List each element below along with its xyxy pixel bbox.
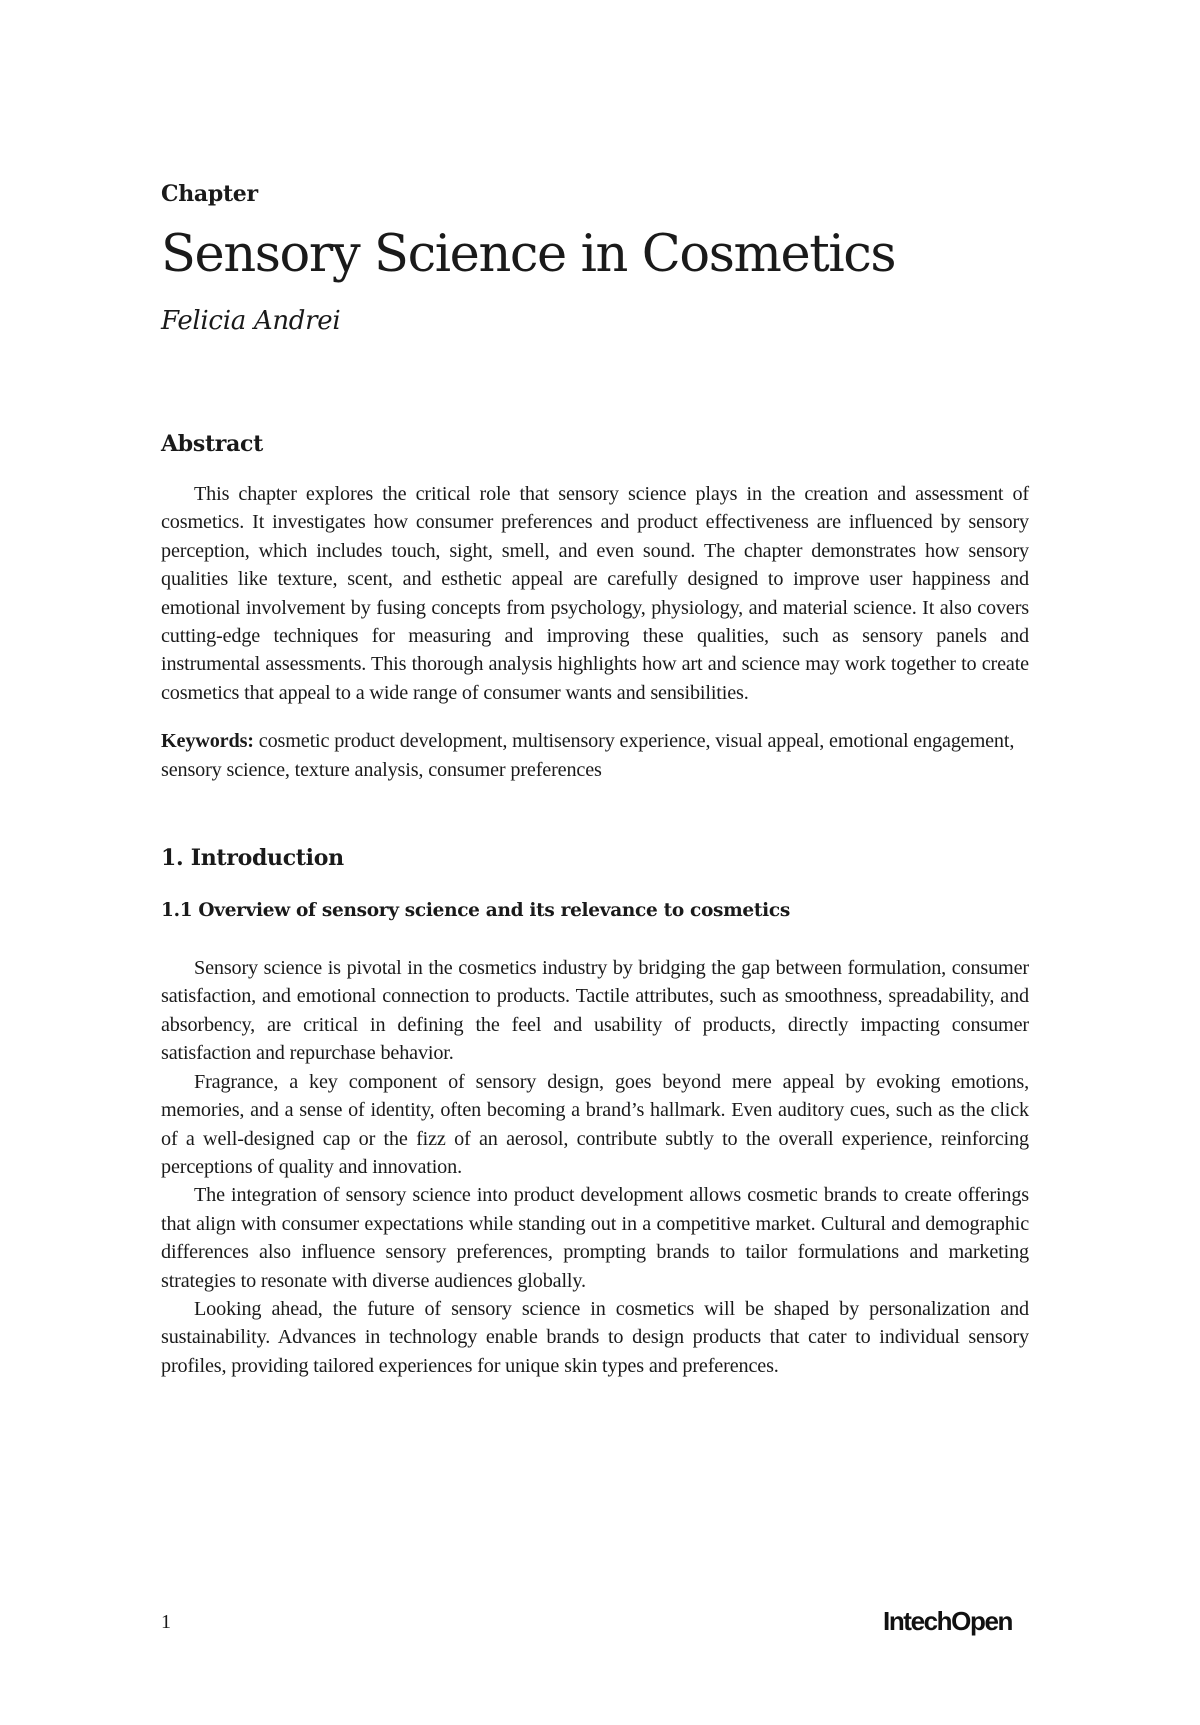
abstract-heading: Abstract (161, 431, 264, 457)
intro-paragraph: Sensory science is pivotal in the cosmetics industry by bridging the gap between formulation, consumer satisfaction, and emotional connection to products. Tactile attributes, such as smoothness, spreadability, and absorbency, are critical in defining the feel and usability of products, directly impacting consumer satisfaction and repurchase behavior. (161, 957, 1029, 1065)
publisher-logo: IntechOpen (883, 1606, 1013, 1636)
chapter-label: Chapter (161, 181, 258, 207)
keywords-label: Keywords: (161, 730, 254, 753)
section-heading-introduction: 1. Introduction (161, 845, 344, 872)
chapter-content (161, 180, 1029, 1380)
chapter-title: Sensory Science in Cosmetics (161, 225, 896, 284)
keywords (161, 727, 1029, 784)
intro-paragraph: Fragrance, a key component of sensory design, goes beyond mere appeal by evoking emotions, memories, and a sense of identity, often becoming a brand’s hallmark. Even auditory cues, such as the click of a well-designed cap or the fizz of an aerosol, contribute subtly to the overall experience, reinforcing perceptions of quality and innovation. (161, 1070, 1029, 1178)
subsection-heading-overview: 1.1 Overview of sensory science and its relevance to cosmetics (161, 900, 790, 922)
page-number: 1 (161, 1611, 171, 1633)
author-name: Felicia Andrei (161, 306, 341, 336)
intro-paragraph: Looking ahead, the future of sensory science in cosmetics will be shaped by personalization and sustainability. Advances in technology enable brands to design products that cater to individual sensory profiles, providing tailored experiences for unique skin types and preferences. (161, 1297, 1029, 1377)
keywords-text: cosmetic product development, multisensory experience, visual appeal, emotional engagement, sensory science, texture analysis, consumer preferences (161, 730, 1015, 781)
intro-paragraph: The integration of sensory science into product development allows cosmetic brands to create offerings that align with consumer expectations while standing out in a competitive market. Cultural and demographic differences also influence sensory preferences, prompting brands to tailor formulations and marketing strategies to resonate with diverse audiences globally. (161, 1184, 1029, 1292)
abstract-text: This chapter explores the critical role that sensory science plays in the creation and assessment of cosmetics. It investigates how consumer preferences and product effectiveness are influenced by sensory perception, which includes touch, sight, smell, and even sound. The chapter demonstrates how sensory qualities like texture, scent, and esthetic appeal are carefully designed to improve user happiness and emotional involvement by fusing concepts from psychology, physiology, and material science. It also covers cutting-edge techniques for measuring and improving these qualities, such as sensory panels and instrumental assessments. This thorough analysis highlights how art and science may work together to create cosmetics that appeal to a wide range of consumer wants and sensibilities. (161, 483, 1029, 704)
